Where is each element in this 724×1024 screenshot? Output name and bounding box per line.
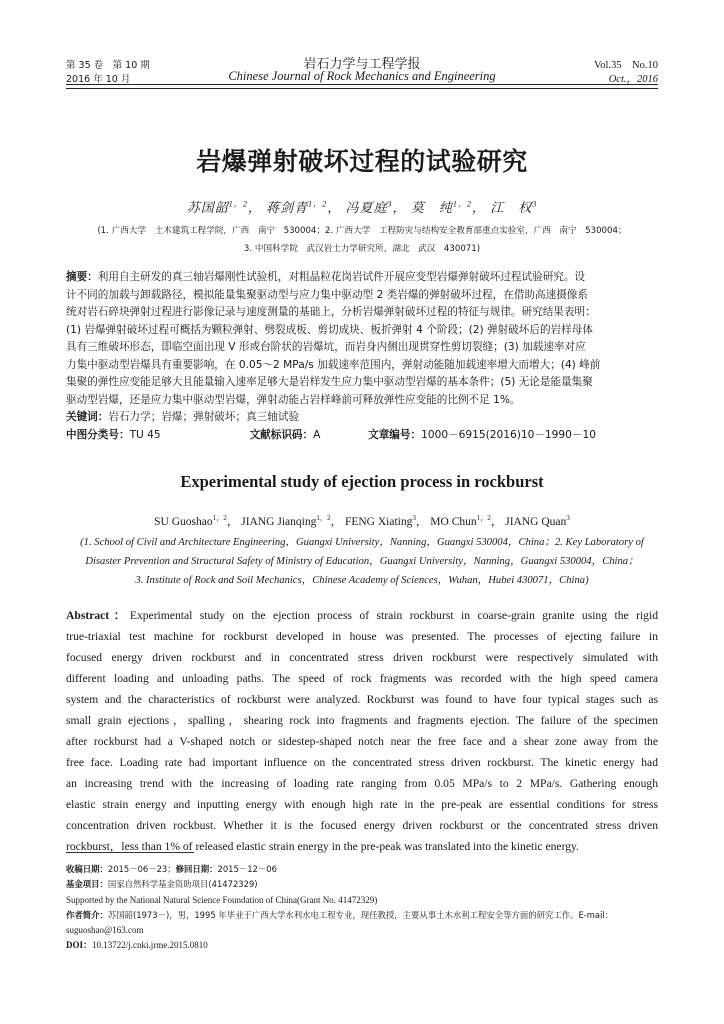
abstract-en: [66, 605, 658, 857]
abstract-cn-line: 集聚的弹性应变能足够大且能量输入速率足够大是岩样发生应力集中驱动型岩爆的基本条件；(5) 无论是能量集聚: [66, 376, 593, 388]
author-en: FENG Xiating$^3$: [344, 514, 416, 528]
affiliation-en-line: 3. Institute of Rock and Soil Mechanics，Chinese Academy of Sciences，Wuhan，Hubei 430071，China): [135, 575, 589, 586]
abstract-cn-line: 具有三维破坏形态，即临空面出现 V 形或台阶状的岩爆坑，而岩身内侧出现贯穿性剪切裂缝；(3) 加载速率对应: [66, 341, 586, 353]
abstract-cn-line: 力集中驱动型岩爆具有重要影响，在 0.05～2 MPa/s 加载速率范围内，弹射动能随加载速率增大而增大；(4) 峰前: [66, 358, 601, 371]
abstract-cn: [66, 269, 658, 444]
author-list-cn: 苏国韶$^{1,2}$， 蒋剑青$^{1,2}$， 冯夏庭$^3$， 莫 纯$^{1,2}$， 江 权$^3$: [186, 199, 538, 215]
abstract-en-line: system and the characteristics of rockburst were analyzed. Rockburst was found to have four typical stages such as: [66, 693, 658, 706]
author-cn: 莫 纯$^{1,2}$: [410, 199, 472, 215]
author-en: JIANG Jianqing$^{1,2}$: [241, 514, 331, 528]
abstract-en-line: small grain ejections，spalling，shearing rock into fragments and fragments ejection. The failure of the specimen: [66, 714, 658, 727]
abstract-en-line: different loading and unloading paths. The speed of rock fragments was recorded with the high speed camera: [66, 672, 658, 685]
abstract-en-line: elastic strain energy and inputting energy with enough high rate in the pre-peak are essential conditions for stress: [66, 798, 658, 811]
affiliation-cn-line: 3. 中国科学院 武汉岩土力学研究所，湖北 武汉 430071): [243, 244, 481, 254]
abstract-en-line: concentration driven rockbust. Whether it is the focused energy driven rockburst or the concentrated stress driven: [66, 819, 658, 832]
journal-title-cn: 岩石力学与工程学报: [303, 57, 421, 72]
abstract-en-line: Experimental study on the ejection process of strain rockburst in coarse-grain granite using the rigid: [129, 609, 658, 622]
author-en: SU Guoshao$^{1,2}$: [154, 514, 227, 528]
abstract-en-line: rockburst，less than 1% of released elastic strain energy in the pre-peak was translated into the kinetic energy.: [66, 840, 579, 853]
author-cn: 苏国韶$^{1,2}$: [186, 199, 248, 215]
abstract-cn-line: 利用自主研发的真三轴岩爆刚性试验机，对粗晶粒花岗岩试件开展应变型岩爆弹射破坏过程试验研究。设: [97, 271, 586, 283]
abstract-en-line: free face. Loading rate had important influence on the concentrated stress driven rockburst. The kinetic energy had: [66, 756, 658, 769]
author-email[interactable]: suguoshao@163.com: [66, 925, 144, 936]
date-cn: 2016 年 10 月: [66, 74, 131, 85]
abstract-cn-line: 计不同的加载与卸载路径，模拟能量集聚驱动型与应力集中驱动型 2 类岩爆的弹射破坏过程，在借助高速摄像系: [66, 288, 588, 301]
abstract-cn-label: 摘要：: [66, 271, 98, 283]
abstract-en-label: Abstract：: [66, 609, 130, 622]
author-cn: 蒋剑青$^{1,2}$: [266, 199, 328, 215]
header-rule-thin: [66, 88, 658, 89]
author-en: JIANG Quan$^3$: [505, 514, 570, 528]
received-dates: 收稿日期：2015－06－23；修回日期：2015－12－06: [66, 864, 277, 874]
keywords-cn: 关键词：岩石力学；岩爆；弹射破坏；真三轴试验: [66, 411, 300, 423]
footnote-rule: [66, 852, 194, 853]
author-en: MO Chun$^{1,2}$: [430, 514, 491, 528]
abstract-en-line: true-triaxial test machine for rockburst developed in house was presented. The processes of ejecting failure in: [66, 630, 658, 643]
abstract-en-line: an increasing trend with the increasing of loading rate ranging from 0.05 MPa/s to 2 MPa/s. Gathering enough: [66, 777, 658, 790]
abstract-en-line: after rockburst had a V-shaped notch or sidestep-shaped notch near the free face and a shear zone away from the: [66, 735, 658, 748]
doi[interactable]: DOI：10.13722/j.cnki.jrme.2015.0810: [66, 940, 208, 951]
abstract-cn-line: (1) 岩爆弹射破坏过程可概括为颗粒弹射、劈裂成板、剪切成块、板折弹射 4 个阶段；(2) 弹射破坏后的岩样母体: [66, 323, 593, 336]
abstract-cn-line: 统对岩石碎块弹射过程进行影像记录与速度测量的基础上，分析岩爆弹射破坏过程的特征与规律。研究结果表明：: [66, 306, 596, 318]
author-bio: 作者简介：苏国韶(1973－)，男，1995 年毕业于广西大学水利水电工程专业，现任教授，主要从事土木水利工程安全等方面的研究工作。E-mail：: [66, 909, 614, 920]
abstract-en-line: focused energy driven rockburst and in concentrated stress driven rockburst were respectively simulated with: [66, 651, 658, 664]
paper-title-en: Experimental study of ejection process in rockburst: [180, 472, 544, 491]
paper-title-cn: 岩爆弹射破坏过程的试验研究: [196, 147, 528, 176]
date-en: Oct.，2016: [608, 74, 658, 85]
affiliation-en-line: Disaster Prevention and Structural Safety of Ministry of Education，Guangxi University，Nanning，Guangxi 530004，China；: [85, 556, 639, 567]
author-cn: 冯夏庭$^3$: [345, 199, 393, 215]
fund-project-en: Supported by the National Natural Science Foundation of China(Grant No. 41472329): [66, 894, 378, 905]
journal-title-en: Chinese Journal of Rock Mechanics and Engineering: [228, 69, 496, 83]
author-cn: 江 权$^3$: [490, 199, 538, 215]
affiliation-cn-line: (1. 广西大学 土木建筑工程学院，广西 南宁 530004；2. 广西大学 工程防灾与结构安全教育部重点实验室，广西 南宁 530004；: [97, 226, 627, 236]
abstract-cn-line: 驱动型岩爆，还是应力集中驱动型岩爆，弹射动能占岩样峰前可释放弹性应变能的比例不足 1%。: [66, 393, 521, 406]
fund-project: 基金项目：国家自然科学基金资助项目(41472329): [66, 879, 258, 890]
header-rule: [66, 84, 658, 85]
footnotes: [66, 862, 658, 954]
volume-issue-cn: 第 35 卷 第 10 期: [66, 60, 150, 71]
volume-issue-en: Vol.35 No.10: [594, 60, 658, 71]
author-list-en: SU Guoshao$^{1,2}$， JIANG Jianqing$^{1,2}$， FENG Xiating$^3$， MO Chun$^{1,2}$， JIANG Quan$^3$: [154, 514, 570, 528]
classification-line: 中图分类号：TU 45 文献标识码：A 文章编号：1000－6915(2016)10－1990－10: [66, 428, 596, 441]
affiliation-en-line: (1. School of Civil and Architecture Engineering，Guangxi University，Nanning，Guangxi 530004，China；2. Key Laboratory of: [80, 537, 644, 548]
